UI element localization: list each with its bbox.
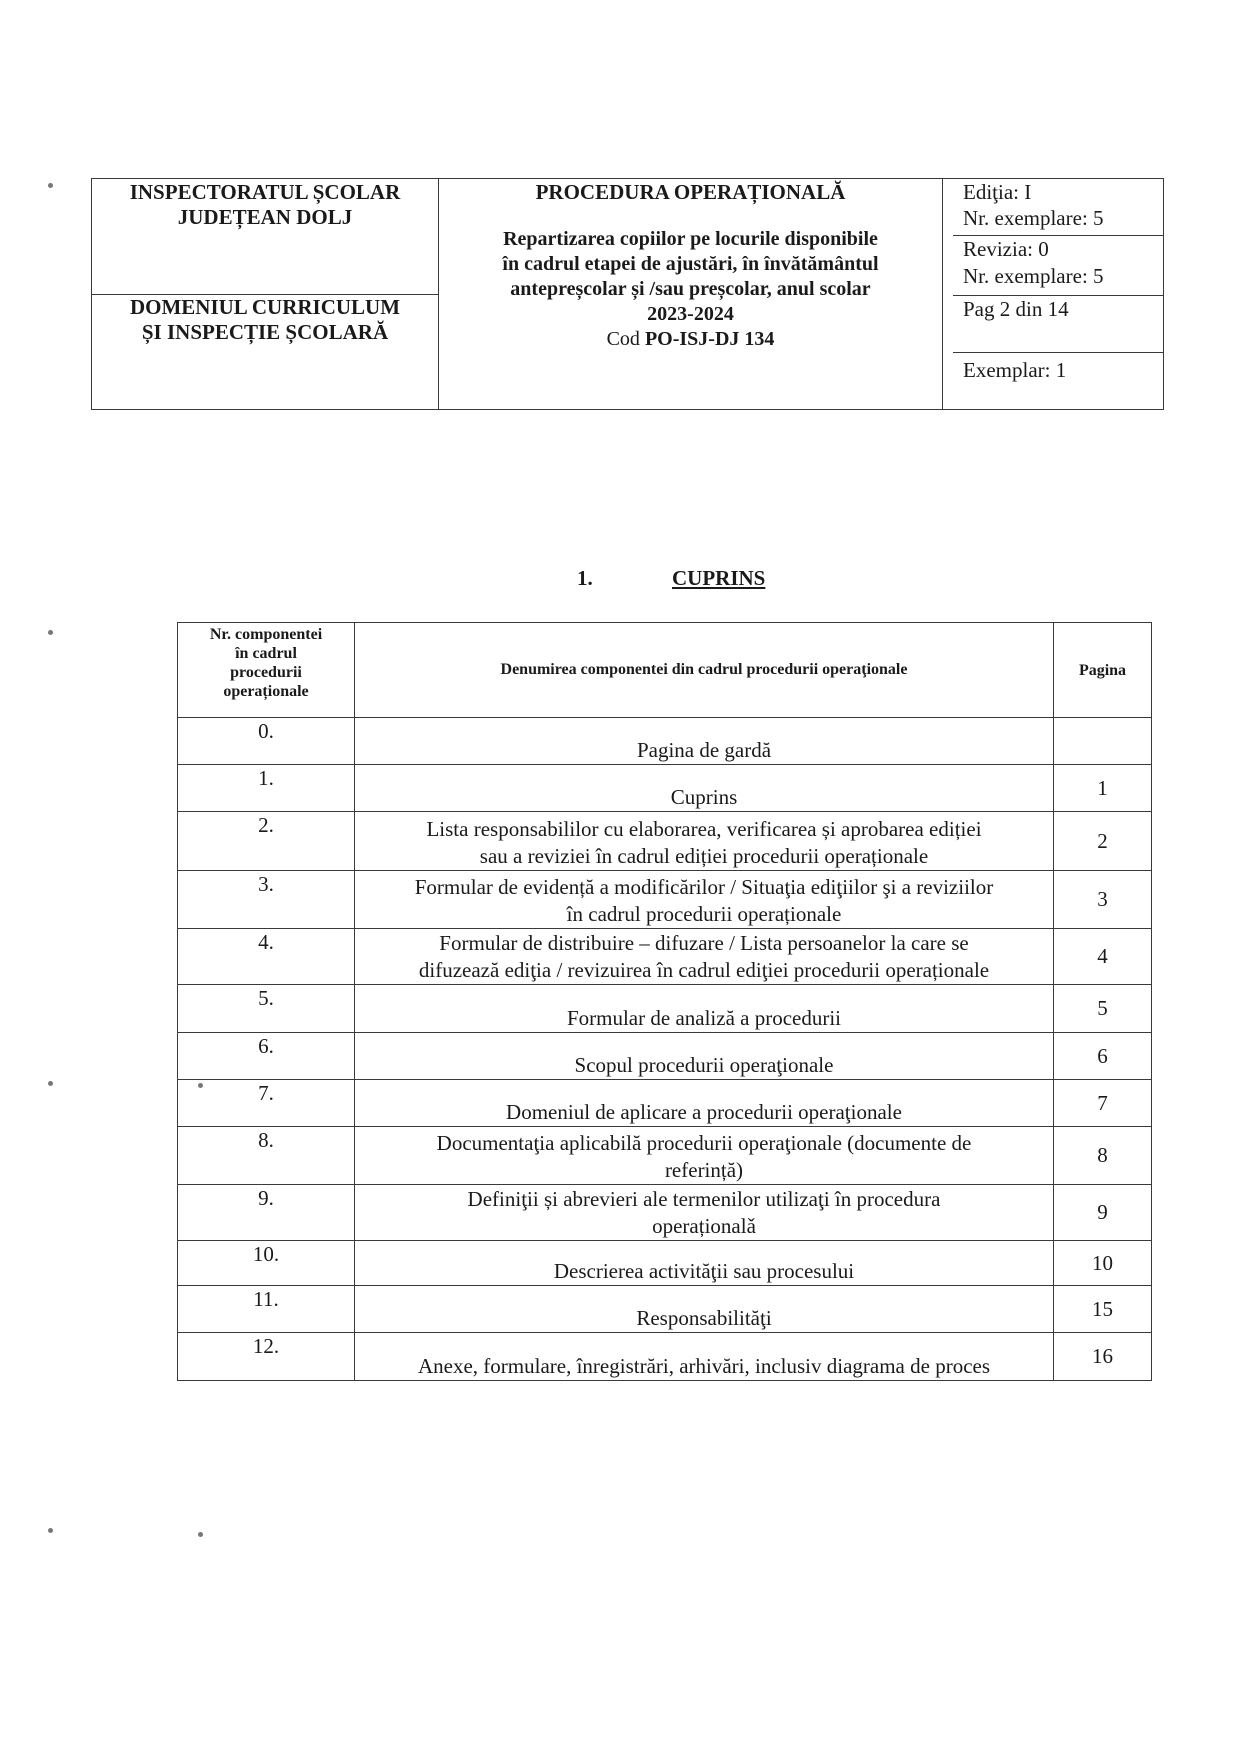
toc-row-name [355, 812, 1054, 871]
toc-row-name-line: Definiţii și abrevieri ale termenilor utilizaţi în procedura [467, 1187, 941, 1211]
toc-row-name-line: Pagina de gardă [636, 738, 772, 762]
toc-row [178, 1333, 1152, 1381]
toc-row-number: 7. [178, 1080, 355, 1127]
toc-row [178, 1286, 1152, 1333]
column-header-line: Nr. componentei [209, 626, 323, 643]
document-title-line: Repartizarea copiilor pe locurile disponibile [503, 228, 878, 250]
toc-row-page: 6 [1054, 1033, 1152, 1080]
toc-row-name [355, 929, 1054, 985]
document-title-line: 2023-2024 [647, 303, 734, 325]
toc-row [178, 1033, 1152, 1080]
document-code [439, 327, 942, 352]
toc-row-page: 3 [1054, 871, 1152, 929]
revision-copies: Nr. exemplare: 5 [963, 264, 1104, 288]
toc-row-number: 3. [178, 871, 355, 929]
toc-row-name-line: Responsabilităţi [636, 1306, 772, 1330]
toc-row-name-line: în cadrul procedurii operaționale [566, 902, 842, 926]
toc-row [178, 929, 1152, 985]
toc-row-number: 12. [178, 1333, 355, 1381]
toc-row-name-line: Scopul procedurii operaţionale [574, 1053, 834, 1077]
copy-row [953, 353, 1163, 410]
toc-row-name [355, 985, 1054, 1033]
toc-row-number: 0. [178, 718, 355, 765]
domain-line: DOMENIUL CURRICULUM [129, 294, 401, 319]
column-header-line: operaționale [223, 683, 309, 700]
document-title-line: antepreșcolar și /sau preșcolar, anul scolar [510, 278, 871, 300]
toc-row-name-line: operaționalǎ [652, 1214, 756, 1238]
procedure-title-cell [439, 179, 943, 410]
scan-speck [48, 183, 53, 188]
toc-row-name [355, 1241, 1054, 1286]
toc-row-page: 9 [1054, 1185, 1152, 1241]
toc-row-name [355, 1080, 1054, 1127]
toc-row-page: 5 [1054, 985, 1152, 1033]
edition-info-table [953, 179, 1163, 409]
toc-row-number: 9. [178, 1185, 355, 1241]
toc-row-number: 6. [178, 1033, 355, 1080]
column-header-line: în cadrul [235, 645, 297, 662]
toc-row-number: 11. [178, 1286, 355, 1333]
institution-line: JUDEȚEAN DOLJ [177, 205, 353, 229]
toc-row-name [355, 1286, 1054, 1333]
page-row [953, 296, 1163, 353]
toc-row [178, 871, 1152, 929]
document-title [439, 227, 942, 327]
toc-row [178, 1080, 1152, 1127]
toc-header-row [178, 623, 1152, 718]
page-indicator: Pag 2 din 14 [963, 297, 1069, 321]
document-code-prefix: Cod [606, 328, 645, 350]
toc-row-page [1054, 718, 1152, 765]
edition-info-cell [943, 179, 1164, 410]
toc-row-name-line: referință) [664, 1158, 744, 1182]
toc-row-name-line: Cuprins [670, 785, 738, 809]
toc-row-page: 2 [1054, 812, 1152, 871]
toc-row-name-line: Formular de distribuire – difuzare / Lista persoanelor la care se [439, 931, 969, 955]
toc-row-name [355, 1185, 1054, 1241]
revision-row [953, 236, 1163, 296]
toc-row-name-line: Domeniul de aplicare a procedurii operaţionale [506, 1100, 902, 1124]
toc-row-number: 2. [178, 812, 355, 871]
column-header-line: procedurii [230, 664, 302, 681]
scan-speck [48, 1081, 53, 1086]
revision-label: Revizia: 0 [963, 237, 1049, 261]
toc-row-name-line: Formular de evidență a modificărilor / Situaţia ediţiilor şi a reviziilor [414, 875, 994, 899]
table-of-contents [177, 622, 1152, 1381]
toc-row-number: 1. [178, 765, 355, 812]
toc-row-number: 5. [178, 985, 355, 1033]
domain-line: ȘI INSPECȚIE ȘCOLARĂ [141, 319, 389, 344]
institution-cell [92, 179, 439, 295]
toc-row-name [355, 718, 1054, 765]
domain-cell [92, 294, 439, 410]
toc-row-number: 10. [178, 1241, 355, 1286]
scan-speck [48, 1528, 53, 1533]
toc-row-page: 1 [1054, 765, 1152, 812]
toc-row [178, 765, 1152, 812]
document-title-line: în cadrul etapei de ajustări, în învătământul [502, 253, 879, 275]
document-code-value: PO-ISJ-DJ 134 [644, 328, 775, 350]
toc-row-name-line: Formular de analiză a procedurii [566, 1006, 842, 1030]
section-number: 1. [577, 566, 593, 590]
toc-row [178, 1127, 1152, 1185]
toc-row-page: 4 [1054, 929, 1152, 985]
copy-number: Exemplar: 1 [963, 358, 1067, 382]
institution-line: INSPECTORATUL ȘCOLAR [129, 180, 401, 204]
toc-row [178, 718, 1152, 765]
section-title: CUPRINS [672, 566, 766, 590]
toc-row-number: 4. [178, 929, 355, 985]
column-header-number [178, 623, 355, 718]
toc-row-page: 15 [1054, 1286, 1152, 1333]
edition-label: Ediţia: I [963, 180, 1032, 204]
toc-row-page: 7 [1054, 1080, 1152, 1127]
toc-row-name [355, 1033, 1054, 1080]
edition-copies: Nr. exemplare: 5 [963, 206, 1104, 230]
toc-row-name-line: Anexe, formulare, înregistrări, arhivări, inclusiv diagrama de proces [417, 1354, 991, 1378]
toc-row-name-line: Documentaţia aplicabilă procedurii operaţionale (documente de [436, 1131, 972, 1155]
toc-row [178, 1241, 1152, 1286]
toc-row-name-line: difuzează ediţia / revizuirea în cadrul ediţiei procedurii operaționale [418, 958, 990, 982]
edition-row [953, 179, 1163, 236]
toc-row-number: 8. [178, 1127, 355, 1185]
column-header-name: Denumirea componentei din cadrul procedurii operaţionale [355, 623, 1054, 718]
toc-row-name [355, 1127, 1054, 1185]
toc-row-name [355, 871, 1054, 929]
toc-row-page: 10 [1054, 1241, 1152, 1286]
toc-row-page: 16 [1054, 1333, 1152, 1381]
toc-row-name-line: Lista responsabililor cu elaborarea, verificarea și aprobarea ediției [426, 817, 982, 841]
toc-row-name-line: sau a reviziei în cadrul ediției procedurii operaționale [479, 844, 929, 868]
scan-speck [198, 1532, 203, 1537]
toc-row-name [355, 1333, 1054, 1381]
document-header-table [91, 178, 1164, 410]
toc-row [178, 1185, 1152, 1241]
column-header-page: Pagina [1054, 623, 1152, 718]
toc-row-name-line: Descrierea activităţii sau procesului [553, 1259, 855, 1283]
toc-row [178, 812, 1152, 871]
document-type: PROCEDURA OPERAȚIONALĂ [535, 180, 846, 204]
scan-speck [48, 630, 53, 635]
toc-row-page: 8 [1054, 1127, 1152, 1185]
toc-row-name [355, 765, 1054, 812]
toc-row [178, 985, 1152, 1033]
